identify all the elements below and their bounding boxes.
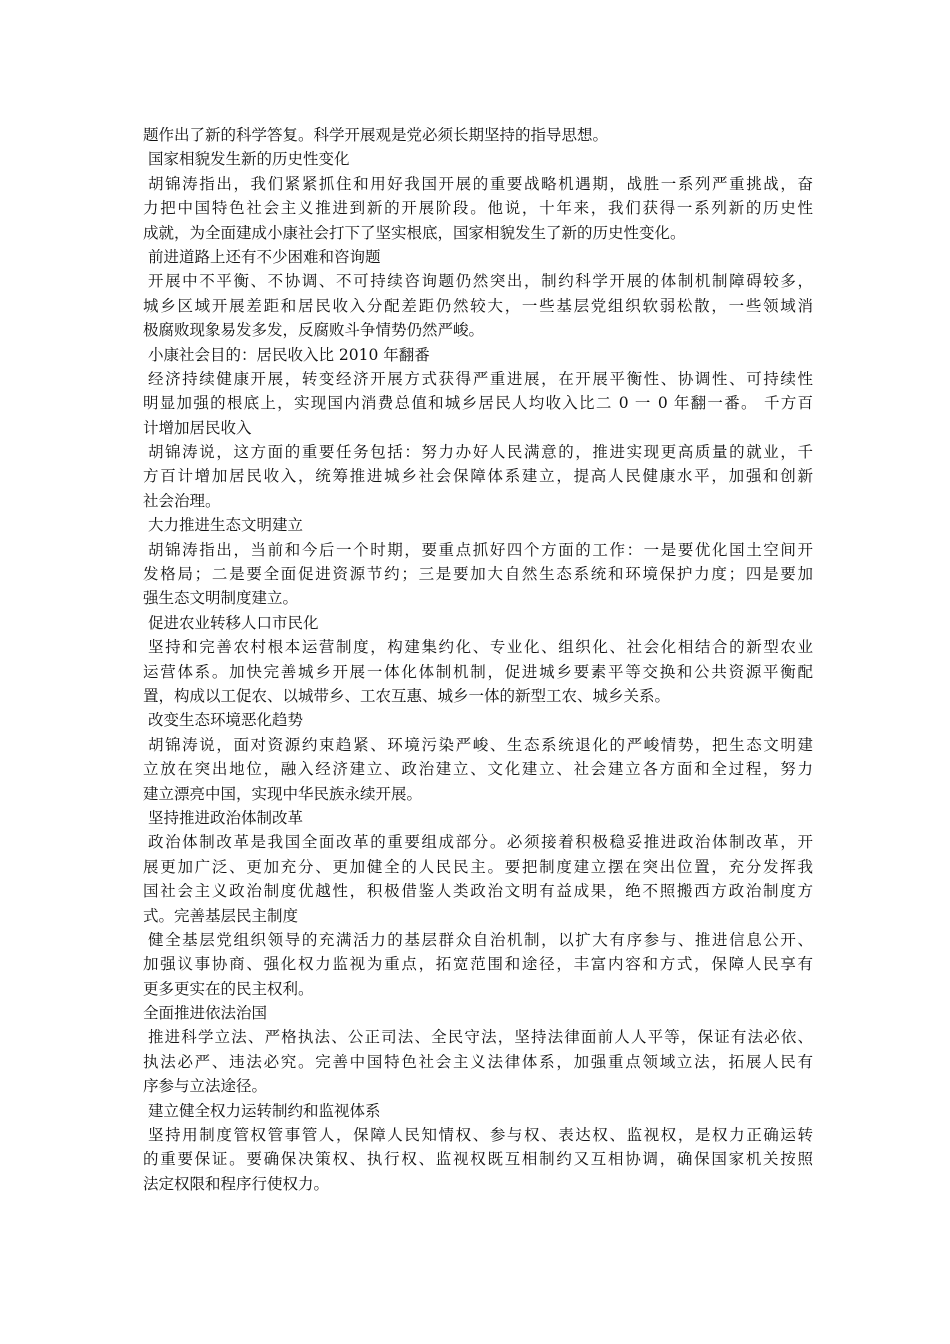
- text-line: 胡锦涛说，这方面的重要任务包括：努力办好人民满意的，推进实现更高质量的就业，千: [148, 443, 813, 462]
- text-line: 加强议事协商、强化权力监视为重点，拓宽范围和途径，丰富内容和方式，保障人民享有: [143, 955, 813, 974]
- text-line: 方百计增加居民收入，统筹推进城乡社会保障体系建立，提高人民健康水平，加强和创新: [143, 467, 813, 486]
- text-line: 展更加广泛、更加充分、更加健全的人民民主。要把制度建立摆在突出位置，充分发挥我: [143, 857, 813, 876]
- text-line: 大力推进生态文明建立: [148, 516, 304, 535]
- text-line: 立放在突出地位，融入经济建立、政治建立、文化建立、社会建立各方面和全过程，努力: [143, 760, 813, 779]
- text-line: 更多更实在的民主权利。: [143, 979, 314, 998]
- text-line: 力把中国特色社会主义推进到新的开展阶段。他说，十年来，我们获得一系列新的历史性: [143, 199, 813, 218]
- text-line: 前进道路上还有不少困难和咨询题: [148, 247, 381, 266]
- text-line: 建立健全权力运转制约和监视体系: [148, 1101, 381, 1120]
- text-line: 促进农业转移人口市民化: [148, 613, 319, 632]
- text-line: 建立漂亮中国，实现中华民族永续开展。: [143, 784, 423, 803]
- text-line: 小康社会目的：居民收入比 2010 年翻番: [148, 345, 430, 364]
- text-line: 健全基层党组织领导的充满活力的基层群众自治机制，以扩大有序参与、推进信息公开、: [148, 930, 813, 949]
- text-line: 全面推进依法治国: [143, 1004, 268, 1023]
- text-line: 胡锦涛指出，我们紧紧抓住和用好我国开展的重要战略机遇期，战胜一系列严重挑战，奋: [148, 174, 813, 193]
- text-line: 经济持续健康开展，转变经济开展方式获得严重进展，在开展平衡性、协调性、可持续性: [148, 369, 813, 388]
- text-line: 坚持和完善农村根本运营制度，构建集约化、专业化、组织化、社会化相结合的新型农业: [148, 638, 813, 657]
- text-line: 执法必严、违法必究。完善中国特色社会主义法律体系，加强重点领域立法，拓展人民有: [143, 1052, 813, 1071]
- text-line: 社会治理。: [143, 491, 221, 510]
- text-line: 国家相貌发生新的历史性变化: [148, 150, 350, 169]
- text-line: 坚持推进政治体制改革: [148, 808, 304, 827]
- text-line: 的重要保证。要确保决策权、执行权、监视权既互相制约又互相协调，确保国家机关按照: [143, 1150, 813, 1169]
- text-line: 序参与立法途径。: [143, 1077, 268, 1096]
- text-line: 发格局；二是要全面促进资源节约；三是要加大自然生态系统和环境保护力度；四是要加: [143, 565, 813, 584]
- text-line: 极腐败现象易发多发，反腐败斗争情势仍然严峻。: [143, 321, 485, 340]
- text-line: 成就，为全面建成小康社会打下了坚实根底，国家相貌发生了新的历史性变化。: [143, 223, 686, 242]
- text-line: 推进科学立法、严格执法、公正司法、全民守法，坚持法律面前人人平等，保证有法必依、: [148, 1028, 813, 1047]
- text-line: 式。完善基层民主制度: [143, 906, 299, 925]
- text-line: 城乡区域开展差距和居民收入分配差距仍然较大，一些基层党组织软弱松散，一些领域消: [143, 296, 813, 315]
- document-body: [143, 123, 813, 1196]
- text-line: 国社会主义政治制度优越性，积极借鉴人类政治文明有益成果，绝不照搬西方政治制度方: [143, 882, 813, 901]
- text-line: 法定权限和程序行使权力。: [143, 1174, 330, 1193]
- text-line: 政治体制改革是我国全面改革的重要组成部分。必须接着积极稳妥推进政治体制改革，开: [148, 833, 813, 852]
- text-line: 计增加居民收入: [143, 418, 252, 437]
- text-line: 改变生态环境恶化趋势: [148, 711, 304, 730]
- text-line: 运营体系。加快完善城乡开展一体化体制机制，促进城乡要素平等交换和公共资源平衡配: [143, 662, 813, 681]
- text-line: 置，构成以工促农、以城带乡、工农互惠、城乡一体的新型工农、城乡关系。: [143, 686, 671, 705]
- text-line: 胡锦涛说，面对资源约束趋紧、环境污染严峻、生态系统退化的严峻情势，把生态文明建: [148, 735, 813, 754]
- text-line: 强生态文明制度建立。: [143, 589, 299, 608]
- text-line: 明显加强的根底上，实现国内消费总值和城乡居民人均收入比二 0 一 0 年翻一番。 千方百: [143, 394, 813, 413]
- text-line: 开展中不平衡、不协调、不可持续咨询题仍然突出，制约科学开展的体制机制障碍较多，: [148, 272, 813, 291]
- text-line: 胡锦涛指出，当前和今后一个时期，要重点抓好四个方面的工作：一是要优化国土空间开: [148, 540, 813, 559]
- text-line: 坚持用制度管权管事管人，保障人民知情权、参与权、表达权、监视权，是权力正确运转: [148, 1126, 813, 1145]
- text-line: 题作出了新的科学答复。科学开展观是党必须长期坚持的指导思想。: [143, 126, 609, 144]
